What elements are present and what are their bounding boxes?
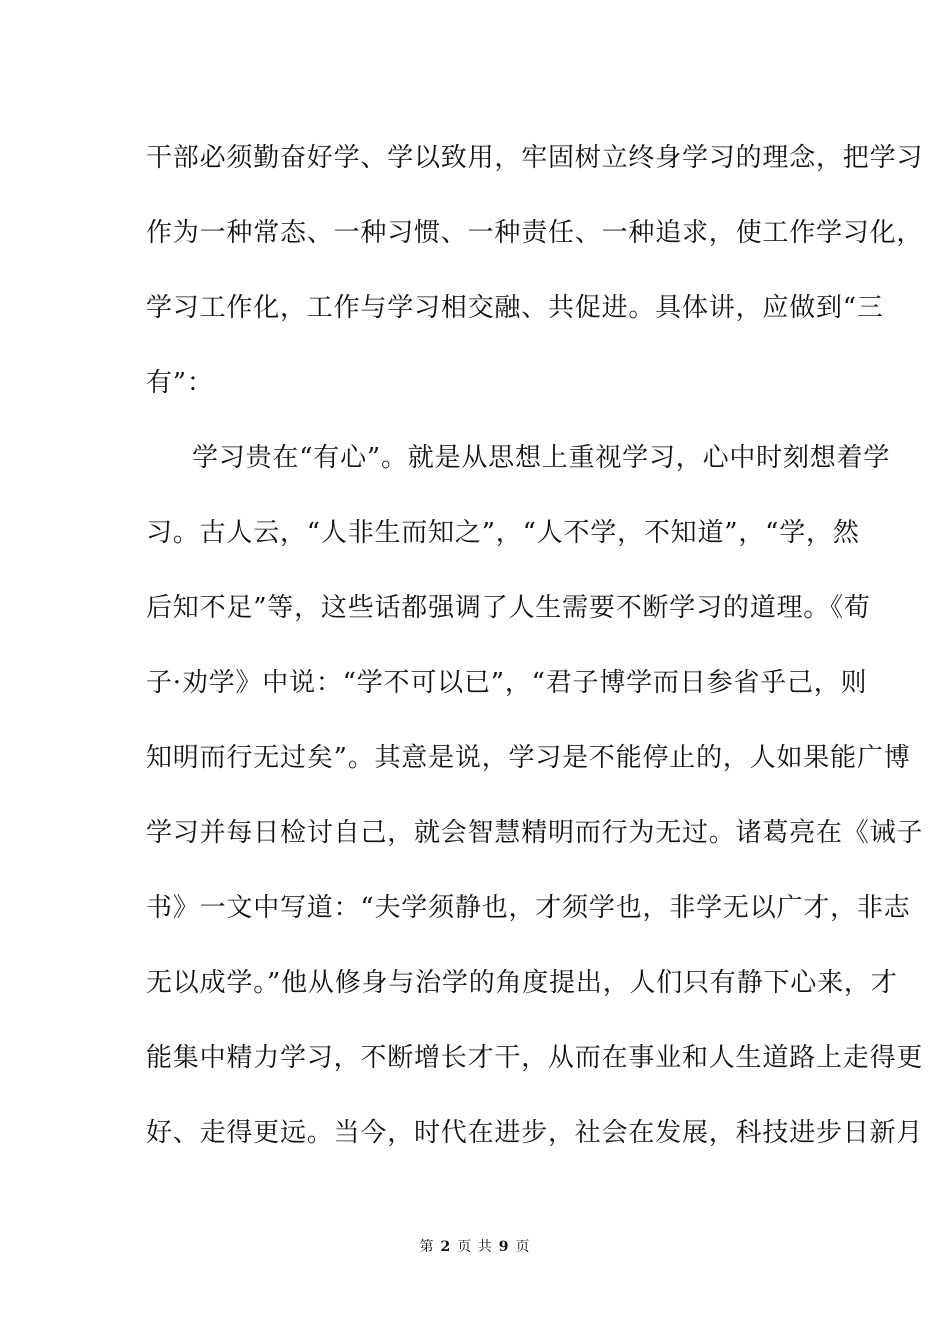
footer-middle: 页 共 bbox=[457, 1239, 493, 1255]
total-pages-number: 9 bbox=[498, 1239, 510, 1255]
text-line: 学习工作化，工作与学习相交融、共促进。具体讲，应做到“三 bbox=[146, 293, 884, 323]
current-page-number: 2 bbox=[440, 1239, 452, 1255]
text-line: 学习并每日检讨自己，就会智慧精明而行为无过。诸葛亮在《诫子 bbox=[146, 818, 924, 848]
text-line: 能集中精力学习，不断增长才干，从而在事业和人生道路上走得更 bbox=[146, 1043, 924, 1073]
page-footer bbox=[0, 1238, 950, 1256]
text-line: 有”： bbox=[146, 368, 214, 398]
text-line: 子·劝学》中说：“学不可以已”，“君子博学而日参省乎己，则 bbox=[146, 668, 868, 698]
text-line: 后知不足”等，这些话都强调了人生需要不断学习的道理。《荀 bbox=[146, 593, 871, 623]
text-line: 习。古人云，“人非生而知之”，“人不学，不知道”，“学，然 bbox=[146, 518, 860, 548]
text-line: 无以成学。”他从修身与治学的角度提出，人们只有静下心来，才 bbox=[146, 968, 898, 998]
footer-suffix: 页 bbox=[515, 1239, 531, 1255]
text-line: 书》一文中写道：“夫学须静也，才须学也，非学无以广才，非志 bbox=[146, 893, 911, 923]
text-line: 作为一种常态、一种习惯、一种责任、一种追求，使工作学习化， bbox=[146, 218, 924, 248]
footer-prefix: 第 bbox=[419, 1239, 435, 1255]
text-line: 好、走得更远。当今，时代在进步，社会在发展，科技进步日新月 bbox=[146, 1118, 924, 1148]
text-line: 知明而行无过矣”。其意是说，学习是不能停止的，人如果能广博 bbox=[146, 743, 911, 773]
paragraph-start-line: 学习贵在“有心”。就是从思想上重视学习，心中时刻想着学 bbox=[192, 443, 891, 473]
text-line: 干部必须勤奋好学、学以致用，牢固树立终身学习的理念，把学习 bbox=[146, 143, 924, 173]
